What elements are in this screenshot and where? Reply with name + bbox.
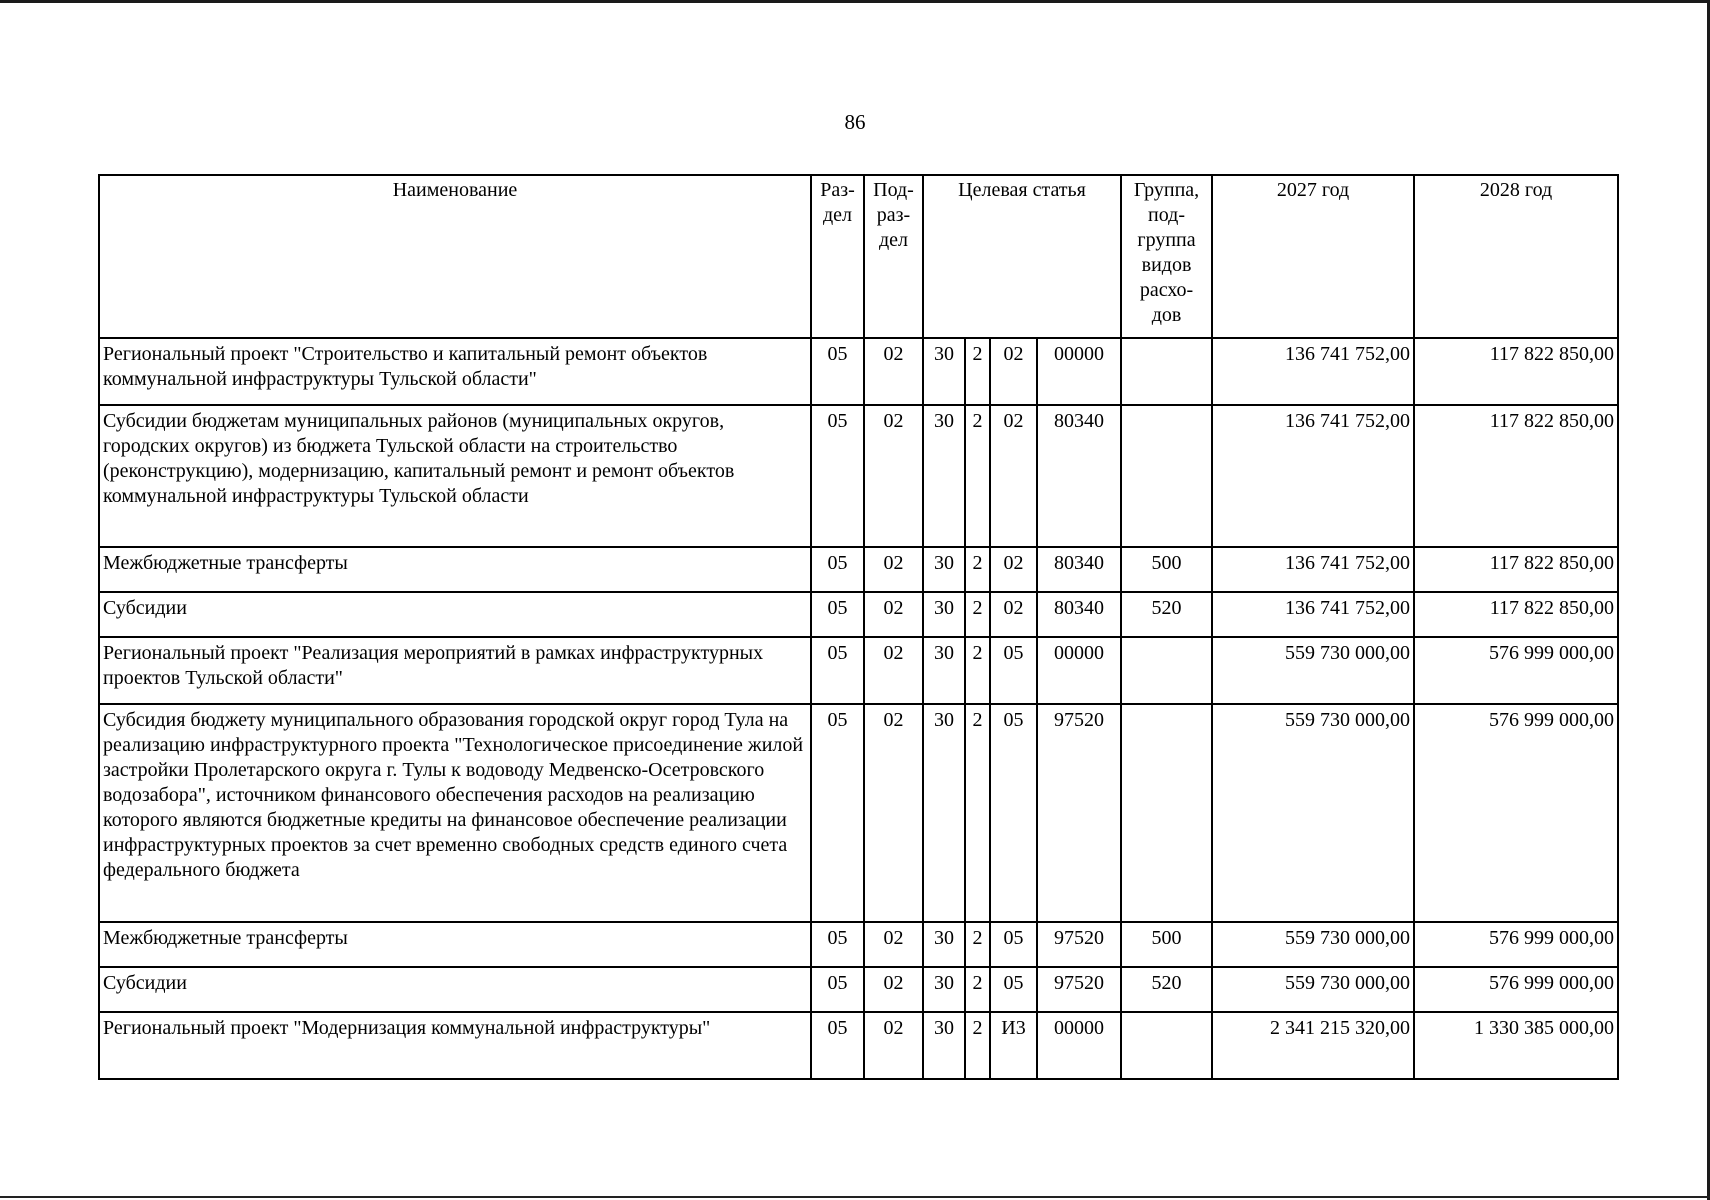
- row-amount-2027: 559 730 000,00: [1212, 922, 1414, 967]
- row-tselevaya-part4: 97520: [1037, 704, 1121, 922]
- row-tselevaya-part2: 2: [965, 704, 990, 922]
- table-row: [99, 1012, 1618, 1079]
- row-amount-2028: 576 999 000,00: [1414, 967, 1618, 1012]
- row-gruppa: [1121, 704, 1212, 922]
- page-number: 86: [844, 110, 866, 134]
- row-tselevaya-part4: 97520: [1037, 967, 1121, 1012]
- row-tselevaya-part3: 05: [990, 637, 1037, 704]
- row-amount-2027: 136 741 752,00: [1212, 592, 1414, 637]
- row-tselevaya-part1: 30: [923, 704, 965, 922]
- row-razdel: 05: [811, 547, 864, 592]
- table-row: [99, 592, 1618, 637]
- row-podrazdel: 02: [864, 637, 923, 704]
- row-amount-2028: 117 822 850,00: [1414, 405, 1618, 547]
- row-gruppa: 520: [1121, 967, 1212, 1012]
- row-name: Региональный проект "Реализация мероприятий в рамках инфраструктурных проектов Тульской области": [99, 637, 811, 704]
- row-razdel: 05: [811, 967, 864, 1012]
- budget-table: [98, 174, 1619, 1080]
- row-amount-2028: 117 822 850,00: [1414, 592, 1618, 637]
- table-row: [99, 922, 1618, 967]
- header-razdel: Раз- дел: [811, 175, 864, 338]
- table-row: [99, 637, 1618, 704]
- row-tselevaya-part1: 30: [923, 922, 965, 967]
- row-amount-2028: 576 999 000,00: [1414, 704, 1618, 922]
- row-name: Межбюджетные трансферты: [99, 922, 811, 967]
- row-amount-2028: 576 999 000,00: [1414, 637, 1618, 704]
- row-name: Региональный проект "Модернизация коммунальной инфраструктуры": [99, 1012, 811, 1079]
- row-tselevaya-part1: 30: [923, 592, 965, 637]
- row-amount-2027: 559 730 000,00: [1212, 967, 1414, 1012]
- row-podrazdel: 02: [864, 967, 923, 1012]
- row-tselevaya-part1: 30: [923, 967, 965, 1012]
- row-tselevaya-part1: 30: [923, 338, 965, 405]
- row-podrazdel: 02: [864, 1012, 923, 1079]
- row-name: Субсидии бюджетам муниципальных районов (муниципальных округов, городских округов) из бюджета Тульской области на строительство (реконструкцию), модернизацию, капитальный ремонт и ремонт объектов коммунальной инфраструктуры Тульской области: [99, 405, 811, 547]
- scan-edge-bottom: [0, 1196, 1710, 1198]
- row-podrazdel: 02: [864, 405, 923, 547]
- row-razdel: 05: [811, 338, 864, 405]
- row-tselevaya-part2: 2: [965, 338, 990, 405]
- row-razdel: 05: [811, 405, 864, 547]
- header-name: Наименование: [99, 175, 811, 338]
- row-razdel: 05: [811, 922, 864, 967]
- row-tselevaya-part3: И3: [990, 1012, 1037, 1079]
- row-tselevaya-part3: 02: [990, 592, 1037, 637]
- row-name: Субсидии: [99, 592, 811, 637]
- row-podrazdel: 02: [864, 547, 923, 592]
- row-razdel: 05: [811, 637, 864, 704]
- row-tselevaya-part2: 2: [965, 1012, 990, 1079]
- row-name: Межбюджетные трансферты: [99, 547, 811, 592]
- header-gruppa: Группа, под- группа видов расхо- дов: [1121, 175, 1212, 338]
- row-tselevaya-part4: 97520: [1037, 922, 1121, 967]
- row-tselevaya-part4: 80340: [1037, 547, 1121, 592]
- row-razdel: 05: [811, 592, 864, 637]
- row-amount-2027: 136 741 752,00: [1212, 547, 1414, 592]
- row-tselevaya-part3: 02: [990, 547, 1037, 592]
- header-2027: 2027 год: [1212, 175, 1414, 338]
- row-amount-2028: 117 822 850,00: [1414, 547, 1618, 592]
- row-amount-2027: 136 741 752,00: [1212, 338, 1414, 405]
- row-tselevaya-part3: 05: [990, 704, 1037, 922]
- row-tselevaya-part2: 2: [965, 405, 990, 547]
- row-amount-2027: 2 341 215 320,00: [1212, 1012, 1414, 1079]
- row-amount-2028: 117 822 850,00: [1414, 338, 1618, 405]
- row-amount-2027: 559 730 000,00: [1212, 637, 1414, 704]
- table-row: [99, 338, 1618, 405]
- row-razdel: 05: [811, 1012, 864, 1079]
- row-tselevaya-part2: 2: [965, 592, 990, 637]
- row-tselevaya-part4: 00000: [1037, 1012, 1121, 1079]
- row-tselevaya-part3: 02: [990, 338, 1037, 405]
- row-tselevaya-part4: 80340: [1037, 592, 1121, 637]
- row-gruppa: [1121, 338, 1212, 405]
- row-tselevaya-part2: 2: [965, 547, 990, 592]
- row-gruppa: 500: [1121, 547, 1212, 592]
- table-row: [99, 967, 1618, 1012]
- row-tselevaya-part3: 05: [990, 922, 1037, 967]
- row-podrazdel: 02: [864, 922, 923, 967]
- row-razdel: 05: [811, 704, 864, 922]
- row-amount-2027: 136 741 752,00: [1212, 405, 1414, 547]
- row-tselevaya-part4: 80340: [1037, 405, 1121, 547]
- row-tselevaya-part1: 30: [923, 547, 965, 592]
- row-tselevaya-part1: 30: [923, 405, 965, 547]
- row-tselevaya-part2: 2: [965, 922, 990, 967]
- row-tselevaya-part3: 02: [990, 405, 1037, 547]
- row-podrazdel: 02: [864, 592, 923, 637]
- row-tselevaya-part1: 30: [923, 637, 965, 704]
- header-tselevaya-statya: Целевая статья: [923, 175, 1121, 338]
- row-tselevaya-part2: 2: [965, 967, 990, 1012]
- table-row: [99, 405, 1618, 547]
- row-tselevaya-part4: 00000: [1037, 637, 1121, 704]
- header-2028: 2028 год: [1414, 175, 1618, 338]
- row-tselevaya-part2: 2: [965, 637, 990, 704]
- row-amount-2027: 559 730 000,00: [1212, 704, 1414, 922]
- row-gruppa: [1121, 637, 1212, 704]
- row-amount-2028: 576 999 000,00: [1414, 922, 1618, 967]
- table-row: [99, 704, 1618, 922]
- row-podrazdel: 02: [864, 704, 923, 922]
- row-amount-2028: 1 330 385 000,00: [1414, 1012, 1618, 1079]
- header-row: [99, 175, 1618, 338]
- row-name: Региональный проект "Строительство и капитальный ремонт объектов коммунальной инфраструктуры Тульской области": [99, 338, 811, 405]
- row-gruppa: [1121, 405, 1212, 547]
- row-tselevaya-part1: 30: [923, 1012, 965, 1079]
- row-name: Субсидии: [99, 967, 811, 1012]
- row-tselevaya-part4: 00000: [1037, 338, 1121, 405]
- table-row: [99, 547, 1618, 592]
- row-tselevaya-part3: 05: [990, 967, 1037, 1012]
- scan-edge-top: [0, 0, 1710, 3]
- row-podrazdel: 02: [864, 338, 923, 405]
- row-gruppa: 500: [1121, 922, 1212, 967]
- row-gruppa: [1121, 1012, 1212, 1079]
- header-podrazdel: Под- раз- дел: [864, 175, 923, 338]
- row-name: Субсидия бюджету муниципального образования городской округ город Тула на реализацию инфраструктурного проекта "Технологическое присоединение жилой застройки Пролетарского округа г. Тулы к водоводу Медвенско-Осетровского водозабора", источником финансового обеспечения расходов на реализацию которого являются бюджетные кредиты на финансовое обеспечение реализации инфраструктурных проектов за счет временно свободных средств единого счета федерального бюджета: [99, 704, 811, 922]
- row-gruppa: 520: [1121, 592, 1212, 637]
